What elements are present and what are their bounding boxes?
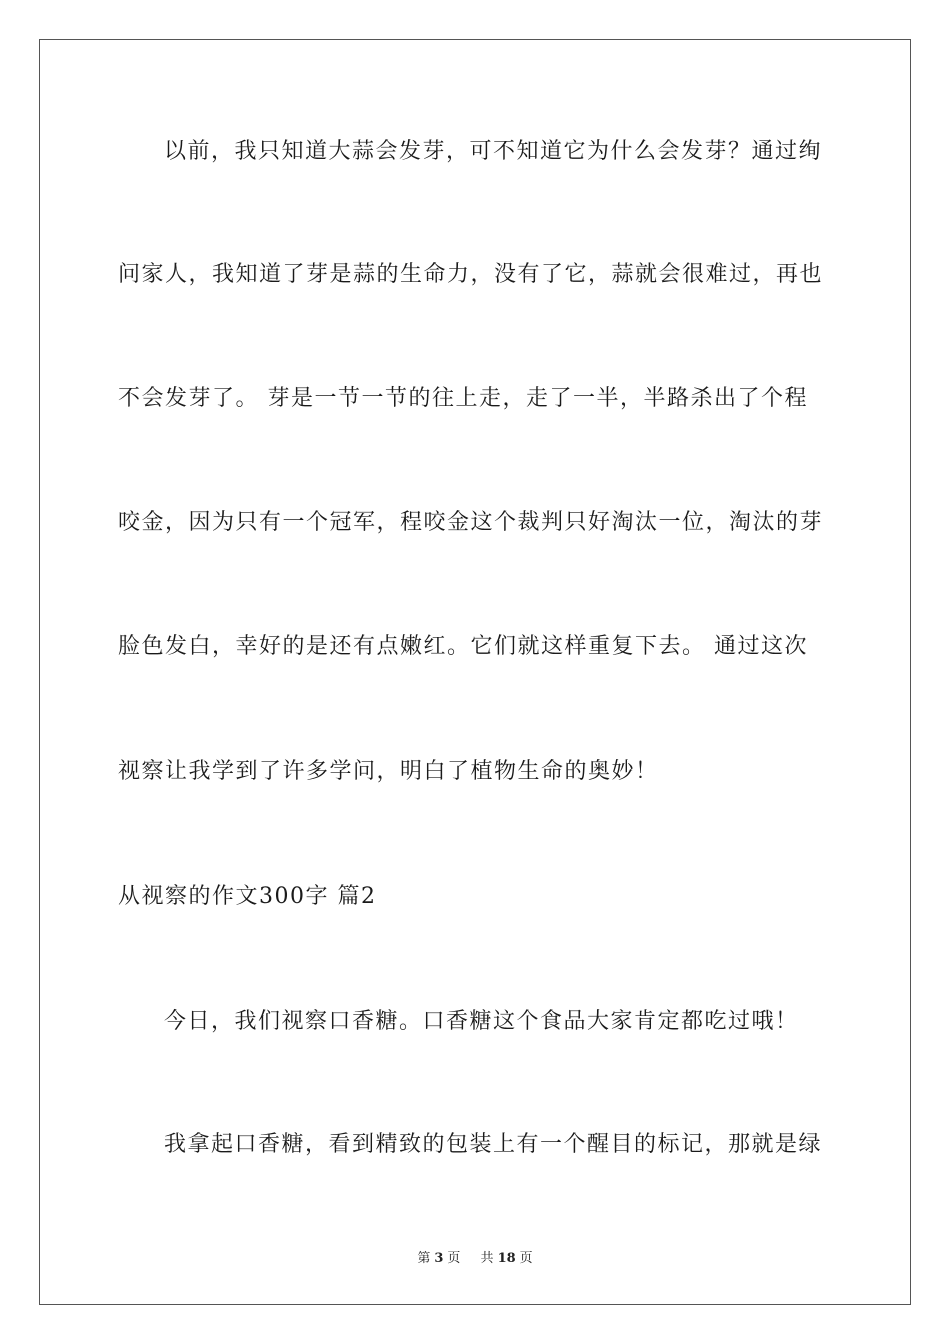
body-line-6: 视察让我学到了许多学问，明白了植物生命的奥妙！: [118, 759, 659, 784]
page-prefix: 第: [417, 1251, 431, 1266]
section-heading: 从视察的作文300字 篇2: [118, 884, 377, 909]
total-prefix: 共: [480, 1251, 494, 1266]
page-indicator: [413, 1251, 464, 1266]
total-suffix: 页: [519, 1251, 533, 1266]
page-border: [39, 39, 911, 1305]
page-footer: [0, 1247, 950, 1266]
page-number: 3: [434, 1251, 444, 1266]
body-line-3: 不会发芽了。 芽是一节一节的往上走，走了一半，半路杀出了个程: [118, 386, 808, 411]
total-number: 18: [497, 1251, 516, 1266]
body-line-2: 问家人，我知道了芽是蒜的生命力，没有了它，蒜就会很难过，再也: [118, 262, 824, 287]
paragraph-3: 我拿起口香糖，看到精致的包装上有一个醒目的标记，那就是绿: [164, 1132, 823, 1157]
total-indicator: [477, 1251, 537, 1266]
page-suffix: 页: [447, 1251, 461, 1266]
body-line-1: 以前，我只知道大蒜会发芽，可不知道它为什么会发芽？通过绚: [164, 139, 823, 164]
body-line-5: 脸色发白，幸好的是还有点嫩红。它们就这样重复下去。 通过这次: [118, 634, 808, 659]
paragraph-2: 今日，我们视察口香糖。口香糖这个食品大家肯定都吃过哦！: [164, 1009, 799, 1034]
body-line-4: 咬金，因为只有一个冠军，程咬金这个裁判只好淘汰一位，淘汰的芽: [118, 510, 824, 535]
